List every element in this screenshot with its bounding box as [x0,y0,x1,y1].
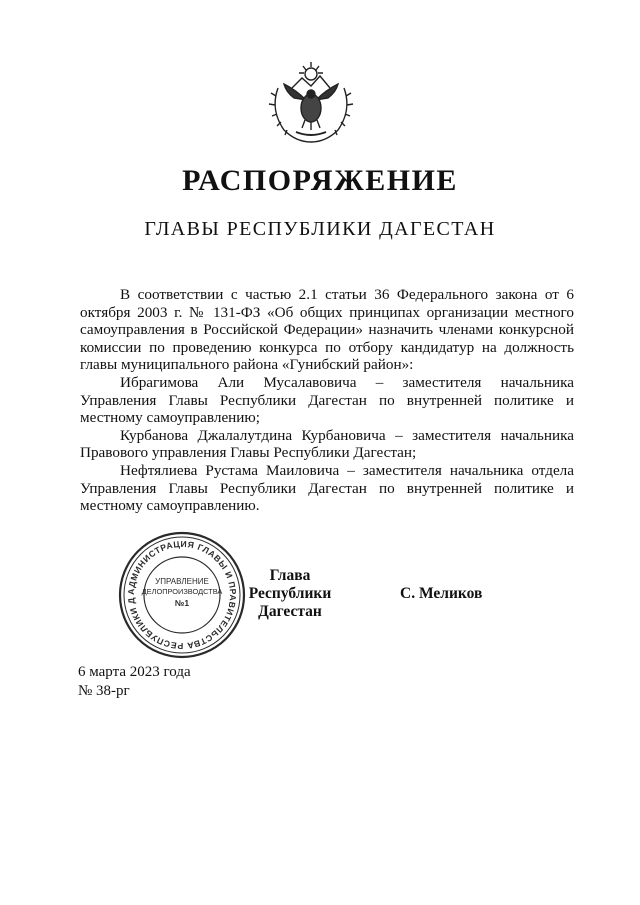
stamp-line: №1 [174,598,190,608]
eagle-emblem-icon [262,58,360,146]
stamp-line: ДЕЛОПРОИЗВОДСТВА [141,587,223,596]
document-subtitle: ГЛАВЫ РЕСПУБЛИКИ ДАГЕСТАН [144,218,496,240]
document-title: РАСПОРЯЖЕНИЕ [182,164,458,197]
signatory-title-line: Республики Дагестан [248,585,332,620]
body-paragraph: Курбанова Джалалутдина Курбановича – заместителя начальника Правового управления Главы Республики Дагестан; [80,426,574,462]
signatory-name [400,585,482,603]
document-date: 6 марта 2023 года [78,664,191,680]
body-paragraph: Ибрагимова Али Мусалавовича – заместителя начальника Управления Главы Республики Дагестан по внутренней политике и местному самоуправлению; [80,373,574,427]
document-date-block [78,663,191,701]
coat-of-arms-emblem [262,58,360,146]
signatory-name-text: С. Меликов [400,585,483,602]
document-body [80,286,574,515]
signatory-title [215,567,365,621]
stamp-line: УПРАВЛЕНИЕ [155,577,209,586]
signatory-title-line: Глава [269,567,311,584]
body-paragraph: В соответствии с частью 2.1 статьи 36 Федерального закона от 6 октября 2003 г. № 131-ФЗ «Об общих принципах организации местного самоуправления в Российской Федерации» назначить членами конкурсной комиссии по проведению конкурса по отбору кандидатур на должность главы муниципального района «Гунибский район»: [80,286,574,374]
document-number: № 38-рг [78,683,130,699]
stamp-ring-text: АДМИНИСТРАЦИЯ ГЛАВЫ И ПРАВИТЕЛЬСТВА РЕСПУБЛИКИ Д [125,538,239,652]
body-paragraph: Нефтялиева Рустама Маиловича – заместителя начальника отдела Управления Главы Республики Дагестан по внутренней политике и местному самоуправлению. [80,461,574,515]
